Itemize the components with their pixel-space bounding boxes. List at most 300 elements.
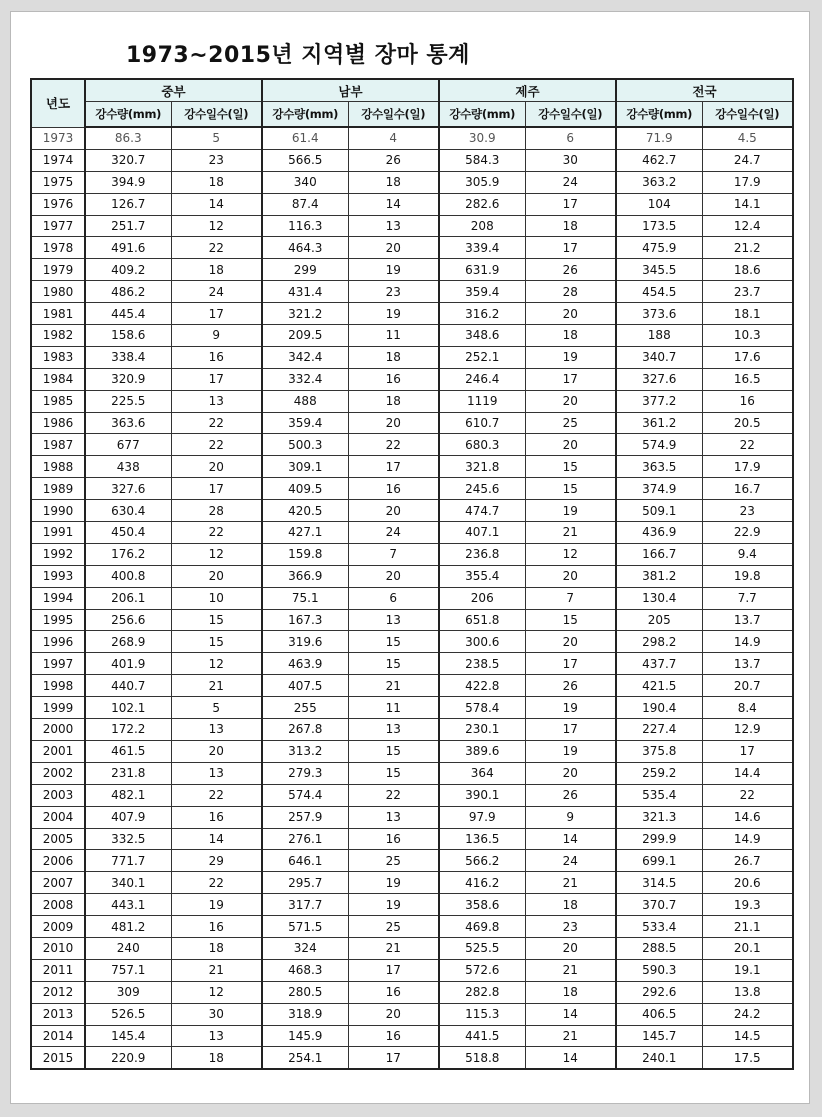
jeju-days-cell: 18 xyxy=(525,215,616,237)
nationwide-rain-cell: 373.6 xyxy=(616,303,702,325)
jeju-days-cell: 20 xyxy=(525,631,616,653)
southern-rain-cell: 167.3 xyxy=(262,609,348,631)
nationwide-rain-cell: 71.9 xyxy=(616,127,702,149)
central-rain-cell: 320.7 xyxy=(85,149,171,171)
jeju-rain-cell: 407.1 xyxy=(439,522,525,544)
nationwide-days-cell: 22 xyxy=(702,434,793,456)
central-days-cell: 12 xyxy=(171,543,262,565)
table-row xyxy=(31,346,793,368)
year-column-header: 년도 xyxy=(31,79,85,127)
nationwide-rain-cell: 574.9 xyxy=(616,434,702,456)
jeju-days-cell: 15 xyxy=(525,478,616,500)
jeju-rain-cell: 584.3 xyxy=(439,149,525,171)
jeju-days-cell: 15 xyxy=(525,456,616,478)
nationwide-rain-cell: 259.2 xyxy=(616,762,702,784)
jeju-days-cell: 20 xyxy=(525,762,616,784)
jeju-rain-cell: 115.3 xyxy=(439,1003,525,1025)
southern-rain-cell: 359.4 xyxy=(262,412,348,434)
southern-rain-cell: 313.2 xyxy=(262,740,348,762)
central-days-cell: 13 xyxy=(171,1025,262,1047)
nationwide-rain-cell: 699.1 xyxy=(616,850,702,872)
table-row xyxy=(31,500,793,522)
jeju-days-cell: 21 xyxy=(525,522,616,544)
jeju-days-cell: 21 xyxy=(525,1025,616,1047)
southern-days-cell: 17 xyxy=(348,959,439,981)
nationwide-days-cell: 14.4 xyxy=(702,762,793,784)
nationwide-rain-cell: 240.1 xyxy=(616,1047,702,1069)
year-cell: 1973 xyxy=(31,127,85,149)
central-rain-cell: 220.9 xyxy=(85,1047,171,1069)
nationwide-days-cell: 14.5 xyxy=(702,1025,793,1047)
jeju-rain-cell: 206 xyxy=(439,587,525,609)
southern-days-cell: 11 xyxy=(348,697,439,719)
nationwide-rain-cell: 298.2 xyxy=(616,631,702,653)
nationwide-days-cell: 14.1 xyxy=(702,193,793,215)
year-cell: 2012 xyxy=(31,981,85,1003)
central-days-cell: 12 xyxy=(171,981,262,1003)
jeju-rain-cell: 359.4 xyxy=(439,281,525,303)
table-row xyxy=(31,325,793,347)
jeju-days-cell: 26 xyxy=(525,675,616,697)
southern-days-cell: 19 xyxy=(348,894,439,916)
table-row xyxy=(31,237,793,259)
southern-days-cell: 21 xyxy=(348,937,439,959)
jeju-rain-cell: 339.4 xyxy=(439,237,525,259)
central-days-cell: 16 xyxy=(171,346,262,368)
year-cell: 1985 xyxy=(31,390,85,412)
jeju-days-cell: 23 xyxy=(525,916,616,938)
central-rain-cell: 407.9 xyxy=(85,806,171,828)
southern-rain-cell: 409.5 xyxy=(262,478,348,500)
nationwide-rain-cell: 370.7 xyxy=(616,894,702,916)
jeju-days-cell: 21 xyxy=(525,872,616,894)
nationwide-rain-cell: 454.5 xyxy=(616,281,702,303)
central-days-cell: 20 xyxy=(171,565,262,587)
nationwide-days-cell: 14.6 xyxy=(702,806,793,828)
central-rain-cell: 486.2 xyxy=(85,281,171,303)
nationwide-rain-cell: 321.3 xyxy=(616,806,702,828)
jeju-days-header: 강수일수(일) xyxy=(525,102,616,128)
nationwide-days-cell: 14.9 xyxy=(702,828,793,850)
nationwide-days-cell: 19.3 xyxy=(702,894,793,916)
central-days-cell: 15 xyxy=(171,631,262,653)
southern-rain-cell: 75.1 xyxy=(262,587,348,609)
jeju-days-cell: 17 xyxy=(525,368,616,390)
nationwide-days-cell: 12.4 xyxy=(702,215,793,237)
central-rain-cell: 268.9 xyxy=(85,631,171,653)
year-cell: 2002 xyxy=(31,762,85,784)
nationwide-rain-cell: 421.5 xyxy=(616,675,702,697)
southern-rain-cell: 209.5 xyxy=(262,325,348,347)
central-rain-cell: 394.9 xyxy=(85,171,171,193)
central-rain-cell: 443.1 xyxy=(85,894,171,916)
table-body xyxy=(31,127,793,1069)
region-header-nationwide: 전국 xyxy=(616,79,793,102)
southern-days-cell: 16 xyxy=(348,828,439,850)
table-row xyxy=(31,149,793,171)
southern-days-cell: 19 xyxy=(348,259,439,281)
southern-rain-cell: 321.2 xyxy=(262,303,348,325)
nationwide-days-cell: 19.1 xyxy=(702,959,793,981)
central-days-cell: 20 xyxy=(171,456,262,478)
central-rain-cell: 400.8 xyxy=(85,565,171,587)
central-days-cell: 12 xyxy=(171,215,262,237)
central-rain-cell: 526.5 xyxy=(85,1003,171,1025)
southern-days-cell: 13 xyxy=(348,806,439,828)
southern-rain-cell: 319.6 xyxy=(262,631,348,653)
year-cell: 1988 xyxy=(31,456,85,478)
jeju-rain-cell: 631.9 xyxy=(439,259,525,281)
southern-rain-cell: 488 xyxy=(262,390,348,412)
jeju-rain-cell: 651.8 xyxy=(439,609,525,631)
southern-rain-cell: 340 xyxy=(262,171,348,193)
jeju-rain-cell: 390.1 xyxy=(439,784,525,806)
central-rain-cell: 338.4 xyxy=(85,346,171,368)
central-days-cell: 16 xyxy=(171,916,262,938)
table-row xyxy=(31,215,793,237)
year-cell: 2015 xyxy=(31,1047,85,1069)
jeju-days-cell: 19 xyxy=(525,740,616,762)
southern-days-cell: 13 xyxy=(348,719,439,741)
year-cell: 1987 xyxy=(31,434,85,456)
year-cell: 1977 xyxy=(31,215,85,237)
jeju-rain-cell: 441.5 xyxy=(439,1025,525,1047)
table-row xyxy=(31,916,793,938)
table-row xyxy=(31,1003,793,1025)
southern-days-cell: 13 xyxy=(348,609,439,631)
nationwide-days-cell: 17.5 xyxy=(702,1047,793,1069)
southern-days-cell: 17 xyxy=(348,1047,439,1069)
central-rain-cell: 440.7 xyxy=(85,675,171,697)
year-cell: 1975 xyxy=(31,171,85,193)
nationwide-rain-cell: 130.4 xyxy=(616,587,702,609)
southern-days-cell: 20 xyxy=(348,412,439,434)
central-rain-cell: 771.7 xyxy=(85,850,171,872)
nationwide-rain-cell: 145.7 xyxy=(616,1025,702,1047)
table-row xyxy=(31,193,793,215)
jeju-days-cell: 14 xyxy=(525,1003,616,1025)
year-cell: 1998 xyxy=(31,675,85,697)
southern-rain-cell: 366.9 xyxy=(262,565,348,587)
southern-days-cell: 26 xyxy=(348,149,439,171)
southern-days-cell: 19 xyxy=(348,303,439,325)
southern-rain-cell: 254.1 xyxy=(262,1047,348,1069)
jeju-rain-cell: 525.5 xyxy=(439,937,525,959)
jeju-rain-cell: 238.5 xyxy=(439,653,525,675)
jeju-days-cell: 25 xyxy=(525,412,616,434)
central-days-cell: 9 xyxy=(171,325,262,347)
central-days-cell: 29 xyxy=(171,850,262,872)
nationwide-rain-cell: 361.2 xyxy=(616,412,702,434)
southern-days-cell: 20 xyxy=(348,565,439,587)
table-row xyxy=(31,894,793,916)
southern-rain-cell: 295.7 xyxy=(262,872,348,894)
central-rain-cell: 231.8 xyxy=(85,762,171,784)
jeju-days-cell: 19 xyxy=(525,697,616,719)
central-rain-cell: 450.4 xyxy=(85,522,171,544)
southern-days-cell: 15 xyxy=(348,762,439,784)
southern-rain-cell: 279.3 xyxy=(262,762,348,784)
nationwide-days-cell: 20.7 xyxy=(702,675,793,697)
year-cell: 1995 xyxy=(31,609,85,631)
year-cell: 1986 xyxy=(31,412,85,434)
nationwide-rain-cell: 509.1 xyxy=(616,500,702,522)
jeju-rain-cell: 358.6 xyxy=(439,894,525,916)
central-rain-cell: 86.3 xyxy=(85,127,171,149)
central-rain-cell: 309 xyxy=(85,981,171,1003)
jeju-days-cell: 12 xyxy=(525,543,616,565)
southern-days-cell: 16 xyxy=(348,1025,439,1047)
nationwide-days-cell: 13.7 xyxy=(702,609,793,631)
central-days-cell: 10 xyxy=(171,587,262,609)
jeju-rain-cell: 355.4 xyxy=(439,565,525,587)
jeju-rain-cell: 97.9 xyxy=(439,806,525,828)
jeju-days-cell: 20 xyxy=(525,390,616,412)
year-cell: 2013 xyxy=(31,1003,85,1025)
jeju-days-cell: 20 xyxy=(525,937,616,959)
year-cell: 1976 xyxy=(31,193,85,215)
year-cell: 1982 xyxy=(31,325,85,347)
central-days-cell: 30 xyxy=(171,1003,262,1025)
central-days-cell: 21 xyxy=(171,675,262,697)
jeju-rain-cell: 136.5 xyxy=(439,828,525,850)
southern-days-cell: 25 xyxy=(348,916,439,938)
jeju-days-cell: 17 xyxy=(525,719,616,741)
nationwide-days-cell: 12.9 xyxy=(702,719,793,741)
nationwide-days-cell: 20.5 xyxy=(702,412,793,434)
nationwide-days-cell: 10.3 xyxy=(702,325,793,347)
central-days-cell: 14 xyxy=(171,193,262,215)
central-rain-cell: 677 xyxy=(85,434,171,456)
central-days-cell: 17 xyxy=(171,368,262,390)
nationwide-rain-cell: 363.5 xyxy=(616,456,702,478)
nationwide-days-header: 강수일수(일) xyxy=(702,102,793,128)
jeju-rain-cell: 1119 xyxy=(439,390,525,412)
southern-days-cell: 23 xyxy=(348,281,439,303)
nationwide-rain-cell: 535.4 xyxy=(616,784,702,806)
jeju-rain-cell: 578.4 xyxy=(439,697,525,719)
table-row xyxy=(31,543,793,565)
year-cell: 1981 xyxy=(31,303,85,325)
southern-rain-cell: 299 xyxy=(262,259,348,281)
jeju-rain-cell: 245.6 xyxy=(439,478,525,500)
nationwide-rain-cell: 381.2 xyxy=(616,565,702,587)
jeju-rain-cell: 422.8 xyxy=(439,675,525,697)
table-row xyxy=(31,456,793,478)
nationwide-days-cell: 18.6 xyxy=(702,259,793,281)
jeju-days-cell: 20 xyxy=(525,565,616,587)
central-days-cell: 17 xyxy=(171,303,262,325)
jeju-days-cell: 18 xyxy=(525,981,616,1003)
southern-rain-cell: 255 xyxy=(262,697,348,719)
central-rain-cell: 438 xyxy=(85,456,171,478)
central-days-cell: 13 xyxy=(171,719,262,741)
central-rain-cell: 172.2 xyxy=(85,719,171,741)
table-row xyxy=(31,697,793,719)
southern-rain-cell: 267.8 xyxy=(262,719,348,741)
central-rain-cell: 256.6 xyxy=(85,609,171,631)
table-row xyxy=(31,434,793,456)
year-cell: 1983 xyxy=(31,346,85,368)
nationwide-rain-cell: 166.7 xyxy=(616,543,702,565)
central-rain-cell: 206.1 xyxy=(85,587,171,609)
southern-days-cell: 21 xyxy=(348,675,439,697)
table-row xyxy=(31,303,793,325)
southern-rain-cell: 464.3 xyxy=(262,237,348,259)
central-rain-cell: 158.6 xyxy=(85,325,171,347)
southern-rain-cell: 566.5 xyxy=(262,149,348,171)
central-days-cell: 23 xyxy=(171,149,262,171)
nationwide-rain-cell: 345.5 xyxy=(616,259,702,281)
southern-rain-cell: 276.1 xyxy=(262,828,348,850)
southern-rain-cell: 571.5 xyxy=(262,916,348,938)
jeju-days-cell: 24 xyxy=(525,171,616,193)
jeju-days-cell: 14 xyxy=(525,828,616,850)
central-days-cell: 5 xyxy=(171,127,262,149)
central-rain-cell: 461.5 xyxy=(85,740,171,762)
jeju-rain-cell: 364 xyxy=(439,762,525,784)
nationwide-rain-cell: 375.8 xyxy=(616,740,702,762)
year-cell: 1991 xyxy=(31,522,85,544)
nationwide-days-cell: 24.7 xyxy=(702,149,793,171)
table-row xyxy=(31,390,793,412)
jeju-days-cell: 20 xyxy=(525,434,616,456)
table-row xyxy=(31,675,793,697)
southern-rain-cell: 61.4 xyxy=(262,127,348,149)
table-row xyxy=(31,127,793,149)
central-rain-cell: 340.1 xyxy=(85,872,171,894)
table-row xyxy=(31,259,793,281)
southern-rain-cell: 468.3 xyxy=(262,959,348,981)
central-rain-cell: 445.4 xyxy=(85,303,171,325)
southern-days-cell: 20 xyxy=(348,237,439,259)
central-days-cell: 22 xyxy=(171,434,262,456)
table-row xyxy=(31,631,793,653)
nationwide-rain-cell: 374.9 xyxy=(616,478,702,500)
nationwide-rain-cell: 436.9 xyxy=(616,522,702,544)
jeju-rain-cell: 246.4 xyxy=(439,368,525,390)
year-cell: 2000 xyxy=(31,719,85,741)
southern-rain-cell: 574.4 xyxy=(262,784,348,806)
southern-days-cell: 4 xyxy=(348,127,439,149)
central-rain-cell: 482.1 xyxy=(85,784,171,806)
jeju-rain-cell: 321.8 xyxy=(439,456,525,478)
table-row xyxy=(31,587,793,609)
year-cell: 1978 xyxy=(31,237,85,259)
central-days-cell: 18 xyxy=(171,1047,262,1069)
southern-days-cell: 24 xyxy=(348,522,439,544)
nationwide-rain-cell: 475.9 xyxy=(616,237,702,259)
jeju-days-cell: 14 xyxy=(525,1047,616,1069)
table-row xyxy=(31,784,793,806)
southern-rain-cell: 342.4 xyxy=(262,346,348,368)
central-rain-cell: 757.1 xyxy=(85,959,171,981)
table-row xyxy=(31,1047,793,1069)
central-rain-cell: 409.2 xyxy=(85,259,171,281)
jeju-rain-cell: 572.6 xyxy=(439,959,525,981)
jeju-rain-cell: 30.9 xyxy=(439,127,525,149)
nationwide-rain-cell: 288.5 xyxy=(616,937,702,959)
central-rain-cell: 240 xyxy=(85,937,171,959)
nationwide-rain-cell: 292.6 xyxy=(616,981,702,1003)
jeju-rain-cell: 348.6 xyxy=(439,325,525,347)
jeju-days-cell: 18 xyxy=(525,325,616,347)
nationwide-rain-cell: 406.5 xyxy=(616,1003,702,1025)
year-cell: 2001 xyxy=(31,740,85,762)
jeju-rain-cell: 282.6 xyxy=(439,193,525,215)
central-rain-cell: 401.9 xyxy=(85,653,171,675)
southern-rain-cell: 317.7 xyxy=(262,894,348,916)
jeju-rain-cell: 300.6 xyxy=(439,631,525,653)
central-days-cell: 5 xyxy=(171,697,262,719)
southern-rain-cell: 159.8 xyxy=(262,543,348,565)
year-cell: 1997 xyxy=(31,653,85,675)
jeju-days-cell: 21 xyxy=(525,959,616,981)
nationwide-days-cell: 8.4 xyxy=(702,697,793,719)
central-days-cell: 17 xyxy=(171,478,262,500)
region-header-central: 중부 xyxy=(85,79,262,102)
nationwide-days-cell: 17.9 xyxy=(702,171,793,193)
southern-days-cell: 7 xyxy=(348,543,439,565)
table-row xyxy=(31,522,793,544)
year-cell: 2014 xyxy=(31,1025,85,1047)
southern-days-cell: 22 xyxy=(348,434,439,456)
table-row xyxy=(31,1025,793,1047)
central-days-cell: 20 xyxy=(171,740,262,762)
jeju-days-cell: 19 xyxy=(525,500,616,522)
southern-days-cell: 25 xyxy=(348,850,439,872)
southern-days-cell: 16 xyxy=(348,368,439,390)
nationwide-rain-cell: 190.4 xyxy=(616,697,702,719)
southern-days-cell: 20 xyxy=(348,500,439,522)
nationwide-rain-cell: 437.7 xyxy=(616,653,702,675)
jeju-days-cell: 28 xyxy=(525,281,616,303)
central-days-cell: 22 xyxy=(171,412,262,434)
nationwide-days-cell: 17.6 xyxy=(702,346,793,368)
nationwide-rain-cell: 104 xyxy=(616,193,702,215)
southern-rain-cell: 280.5 xyxy=(262,981,348,1003)
table-row xyxy=(31,981,793,1003)
jeju-days-cell: 30 xyxy=(525,149,616,171)
southern-rain-cell: 646.1 xyxy=(262,850,348,872)
central-rain-cell: 327.6 xyxy=(85,478,171,500)
southern-rain-cell: 145.9 xyxy=(262,1025,348,1047)
table-row xyxy=(31,653,793,675)
central-rain-cell: 126.7 xyxy=(85,193,171,215)
nationwide-days-cell: 16 xyxy=(702,390,793,412)
southern-rain-cell: 257.9 xyxy=(262,806,348,828)
central-days-cell: 22 xyxy=(171,237,262,259)
jeju-rain-cell: 252.1 xyxy=(439,346,525,368)
southern-days-cell: 16 xyxy=(348,478,439,500)
central-days-header: 강수일수(일) xyxy=(171,102,262,128)
year-cell: 1989 xyxy=(31,478,85,500)
table-row xyxy=(31,368,793,390)
jeju-rain-cell: 236.8 xyxy=(439,543,525,565)
central-rain-cell: 630.4 xyxy=(85,500,171,522)
southern-rain-cell: 116.3 xyxy=(262,215,348,237)
page-title: 1973~2015년 지역별 장마 통계 xyxy=(126,43,470,68)
nationwide-days-cell: 17.9 xyxy=(702,456,793,478)
jeju-rain-cell: 566.2 xyxy=(439,850,525,872)
year-cell: 1999 xyxy=(31,697,85,719)
jeju-rain-cell: 680.3 xyxy=(439,434,525,456)
jeju-rain-cell: 282.8 xyxy=(439,981,525,1003)
nationwide-days-cell: 14.9 xyxy=(702,631,793,653)
jeju-rain-cell: 208 xyxy=(439,215,525,237)
nationwide-rain-cell: 327.6 xyxy=(616,368,702,390)
southern-rain-cell: 332.4 xyxy=(262,368,348,390)
